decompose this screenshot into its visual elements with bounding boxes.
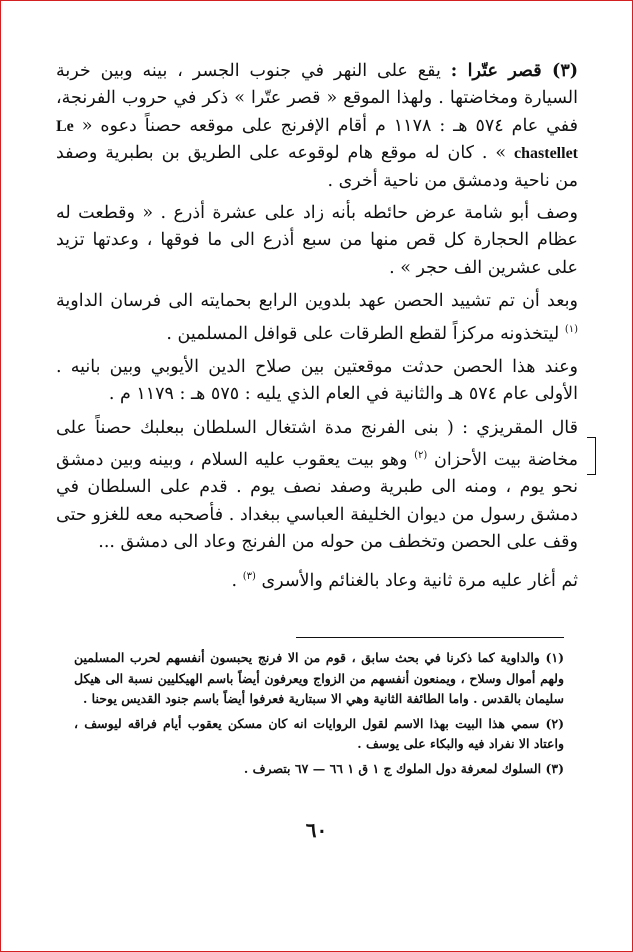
paragraph-5 bbox=[56, 415, 578, 557]
footnote-1: (١) والداوية كما ذكرنا في بحث سابق ، قوم من الا فرنج يحبسون أنفسهم لحرب المسلمين ولهم أموال وسلاح ، ويمنعون أنفسهم من الزواج ويعرفون أيضاً باسم الهيكليين نسبة الى هيكل سليمان بالقدس . واما الطائفة الثانية وهي الا سبتارية فعرفوا أيضاً باسم جنود القديس يوحنا . bbox=[74, 650, 564, 706]
paragraph-6-text-b: . bbox=[231, 570, 238, 591]
footnote-ref-3: (٣) bbox=[242, 570, 256, 582]
section-heading: (٣) قصر عتّرا : bbox=[450, 61, 578, 81]
quote-block bbox=[56, 415, 578, 557]
paragraph-4: وعند هذا الحصن حدثت موقعتين بين صلاح الدين الأيوبي وبين بانيه . الأولى عام ٥٧٤ هـ والثانية في العام الذي يليه : ٥٧٥ هـ : ١١٧٩ م . bbox=[56, 356, 578, 405]
footnote-2: (٢) سمي هذا البيت بهذا الاسم لقول الروايات انه كان مسكن يعقوب أيام فراقه ليوسف ، واعتاد الا نفراد فيه والبكاء على يوسف . bbox=[74, 715, 564, 751]
paragraph-3 bbox=[56, 288, 578, 348]
paragraph-1 bbox=[56, 58, 578, 195]
paragraph-5-text-b: وهو بيت يعقوب عليه السلام ، وبينه وبين دمشق نحو يوم ، ومنه الى طبرية وصفد نصف يوم . قدم على السلطان في دمشق رسول من ديوان الخليفة العباسي ببغداد . فأصحبه معه للغزو حتى وقف على الحصن وتخطف من حوله من الفرنج وعاد الى دمشق ... bbox=[56, 449, 578, 553]
paragraph-6 bbox=[56, 563, 578, 595]
footnote-ref-2: (٢) bbox=[414, 450, 428, 462]
footnote-ref-1: (١) bbox=[564, 323, 578, 335]
footnotes bbox=[74, 648, 564, 783]
main-text bbox=[56, 58, 578, 601]
footnote-separator bbox=[296, 637, 564, 638]
page-number: ٦٠ bbox=[305, 818, 328, 842]
paragraph-1-text-b: » . كان له موقع هام لوقوعه على الطريق بن بطبرية وصفد من ناحية ودمشق من ناحية أخرى . bbox=[56, 143, 578, 191]
paragraph-3-text-a: وبعد أن تم تشييد الحصن عهد بلدوين الرابع بحمايته الى فرسان الداوية bbox=[56, 291, 578, 312]
margin-bracket-mark bbox=[587, 437, 596, 475]
paragraph-1-text-a: يقع على النهر في جنوب الجسر ، بينه وبين خربة السيارة ومخاضتها . ولهذا الموقع « قصر عتّرا » ذكر في حروب الفرنجة، ففي عام ٥٧٤ هـ : ١١٧٨ م أقام الإفرنج على موقعه حصناً دعوه « bbox=[56, 61, 578, 136]
paragraph-3-text-b: ليتخذونه مركزاً لقطع الطرقات على قوافل المسلمين . bbox=[166, 323, 560, 344]
latin-name: Le chastellet bbox=[56, 117, 578, 163]
paragraph-6-text-a: ثم أغار عليه مرة ثانية وعاد بالغنائم والأسرى bbox=[261, 570, 578, 591]
paragraph-5-text-a: قال المقريزي : ( بنى الفرنج مدة اشتغال السلطان ببعلبك حصناً على مخاضة بيت الأحزان bbox=[56, 417, 578, 470]
footnote-3: (٣) السلوك لمعرفة دول الملوك ج ١ ق ١ ٦٦ — ٦٧ بتصرف . bbox=[243, 760, 564, 776]
paragraph-2: وصف أبو شامة عرض حائطه بأنه زاد على عشرة أذرع . « وقطعت له عظام الحجارة كل قص منها من سبع أذرع الى ما فوقها ، وعدتها تزيد على عشرين الف حجر » . bbox=[56, 203, 578, 278]
